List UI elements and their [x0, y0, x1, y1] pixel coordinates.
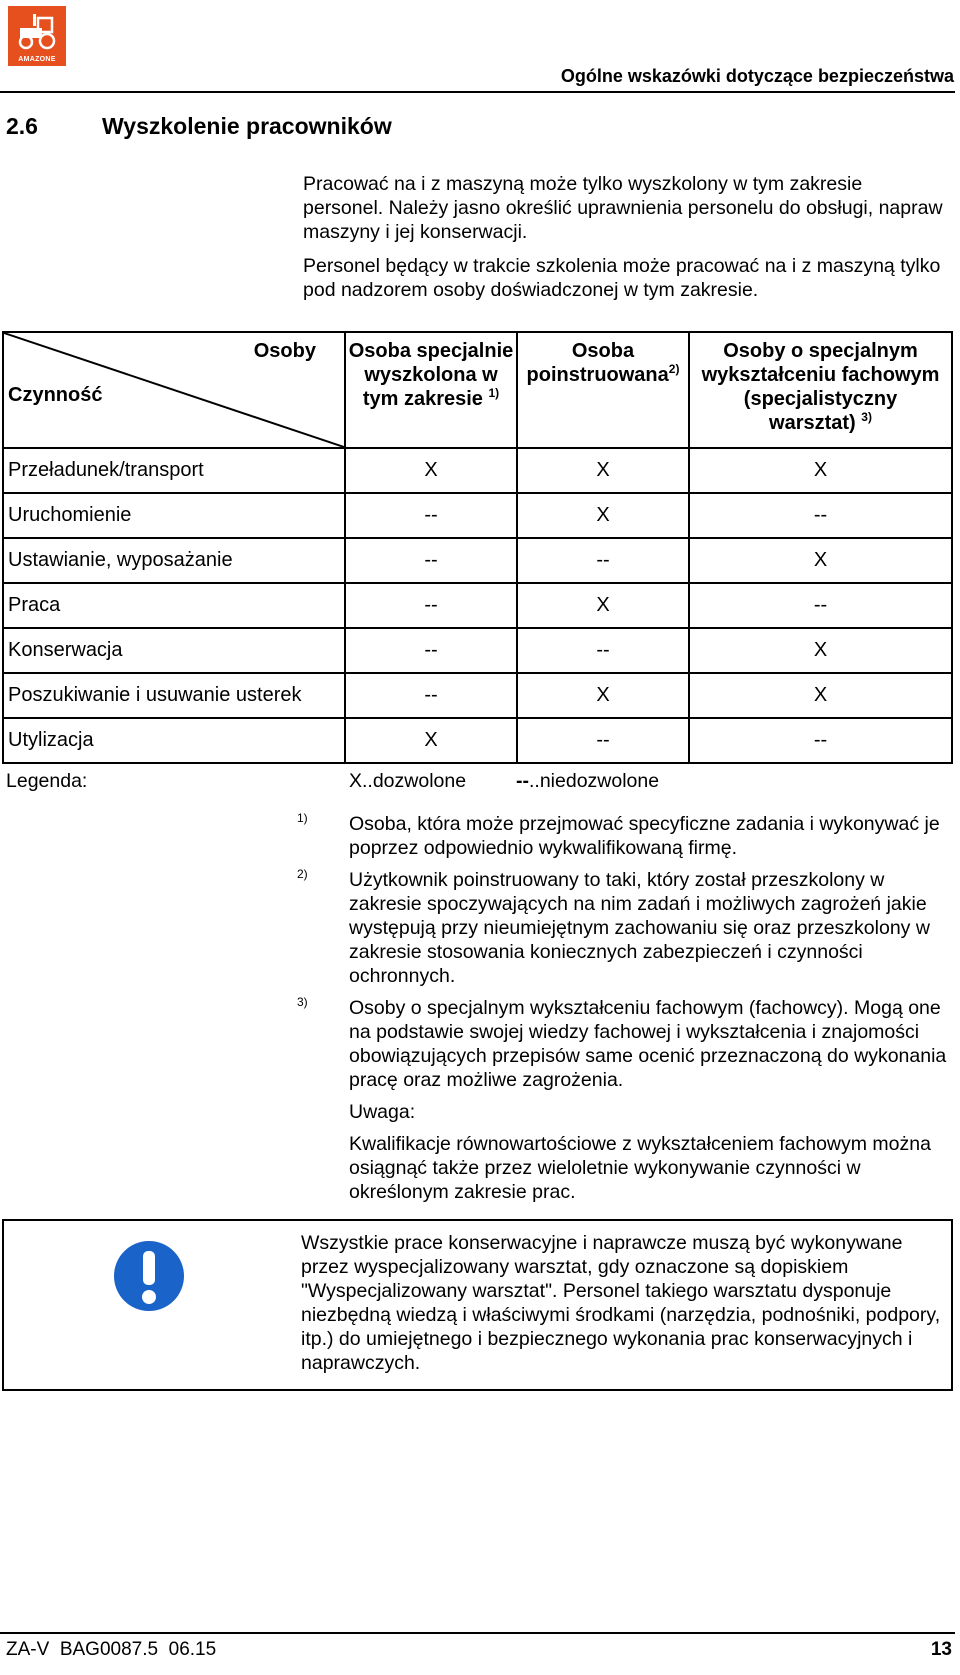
qualification-matrix [2, 331, 953, 764]
activity-cell: Praca [3, 583, 345, 628]
table-row [3, 493, 952, 538]
mark-cell: X [689, 628, 952, 673]
footnote-number: 1) [297, 811, 308, 825]
mark-cell: X [689, 448, 952, 493]
document-id: ZA-V BAG0087.5 06.15 [6, 1639, 217, 1660]
footnote [297, 868, 947, 988]
legend-label: Legenda: [6, 770, 88, 792]
mark-cell: -- [345, 538, 517, 583]
mark-cell: -- [517, 628, 689, 673]
intro-paragraph: Pracować na i z maszyną może tylko wyszkolony w tym zakresie personel. Należy jasno określić uprawnienia personelu do obsługi, napraw maszyny i jej konserwacji. [303, 173, 943, 243]
footnote-text: Osoba, która może przejmować specyficzne zadania i wykonywać je poprzez odpowiednio wykwalifikowaną firmę. [349, 813, 940, 859]
mark-cell: X [517, 448, 689, 493]
matrix-corner-cell [3, 332, 345, 448]
mark-cell: X [517, 493, 689, 538]
footnote-text: Osoby o specjalnym wykształceniu fachowym (fachowcy). Mogą one na podstawie swojej wiedzy fachowej i wykształcenia i znajomości obowiązujących przepisów same ocenić przeznaczoną do wykonania pracę oraz możliwe zagrożenia. [349, 997, 947, 1091]
mark-cell: X [517, 583, 689, 628]
table-row [3, 628, 952, 673]
footnote-number: 3) [297, 995, 308, 1009]
tractor-logo-icon [16, 14, 58, 50]
logo-brand-text: AMAZONE [18, 56, 56, 63]
column-header-instructed: Osoba poinstruowana$^{2)}$ [517, 332, 689, 448]
column-header-trained: Osoba specjalnie wyszkolona w tym zakresie $^{1)}$ [345, 332, 517, 448]
matrix-header-row [3, 332, 952, 448]
matrix-body [3, 448, 952, 763]
mark-cell: -- [345, 673, 517, 718]
mark-cell: X [689, 673, 952, 718]
mark-cell: -- [345, 583, 517, 628]
warning-text: Wszystkie prace konserwacyjne i naprawcze muszą być wykonywane przez wyspecjalizowany warsztat, gdy oznaczone są dopiskiem "Wyspecjalizowany warsztat". Personel takiego warsztatu dysponuje niezbędną wiedzą i właściwymi środkami (narzędzia, podnośniki, podpory, itp.) do umiejętnego i bezpiecznego wykonania prac konserwacyjnych i naprawczych. [301, 1232, 941, 1374]
activity-cell: Utylizacja [3, 718, 345, 763]
footnote-text: Użytkownik poinstruowany to taki, który został przeszkolony w zakresie spoczywających na nim zadań i możliwych zagrożeń jakie występują przy nieumiejętnym zachowaniu się oraz przeszkolony w zakresie stosowania koniecznych zabezpieczeń i czynności ochronnych. [349, 869, 930, 987]
section-title: Wyszkolenie pracowników [102, 113, 392, 139]
legend [6, 770, 660, 793]
mark-cell: -- [517, 718, 689, 763]
footnote [297, 996, 947, 1204]
corner-activity-label: Czynność [8, 384, 103, 406]
footer-divider [0, 1632, 955, 1634]
section-heading [6, 113, 392, 140]
activity-cell: Ustawianie, wyposażanie [3, 538, 345, 583]
warning-box [2, 1219, 953, 1391]
mark-cell: X [345, 448, 517, 493]
activity-cell: Konserwacja [3, 628, 345, 673]
column-header-specialist: Osoby o specjalnym wykształceniu fachowym (specjalistyczny warsztat) $^{3)}$ [689, 332, 952, 448]
intro-text [303, 172, 943, 302]
activity-cell: Uruchomienie [3, 493, 345, 538]
header-title: Ogólne wskazówki dotyczące bezpieczeństwa [560, 66, 954, 86]
footnote [297, 812, 947, 860]
footnote-remark-text: Kwalifikacje równowartościowe z wykształceniem fachowym można osiągnąć także przez wieloletnie wykonywanie czynności w określonym zakresie prac. [349, 1133, 931, 1203]
mark-cell: -- [517, 538, 689, 583]
legend-not-allowed: --..niedozwolone [516, 770, 660, 792]
page-number: 13 [930, 1639, 952, 1660]
footnotes [297, 812, 947, 1212]
table-row [3, 718, 952, 763]
mark-cell: -- [689, 493, 952, 538]
table-row [3, 448, 952, 493]
mark-cell: X [345, 718, 517, 763]
activity-cell: Przeładunek/transport [3, 448, 345, 493]
footnote-number: 2) [297, 867, 308, 881]
header-divider [0, 91, 955, 93]
intro-paragraph: Personel będący w trakcie szkolenia może pracować na i z maszyną tylko pod nadzorem osoby doświadczonej w tym zakresie. [303, 255, 941, 301]
mark-cell: -- [689, 583, 952, 628]
mark-cell: X [517, 673, 689, 718]
mark-cell: -- [345, 493, 517, 538]
legend-allowed: X..dozwolone [349, 770, 467, 792]
footnote-remark-label: Uwaga: [349, 1101, 416, 1123]
table-row [3, 673, 952, 718]
amazone-logo [8, 6, 66, 66]
mark-cell: -- [345, 628, 517, 673]
table-row [3, 538, 952, 583]
mark-cell: X [689, 538, 952, 583]
corner-persons-label: Osoby [253, 340, 316, 362]
mark-cell: -- [689, 718, 952, 763]
table-row [3, 583, 952, 628]
exclamation-icon [114, 1241, 184, 1311]
activity-cell: Poszukiwanie i usuwanie usterek [3, 673, 345, 718]
section-number: 2.6 [6, 113, 38, 139]
